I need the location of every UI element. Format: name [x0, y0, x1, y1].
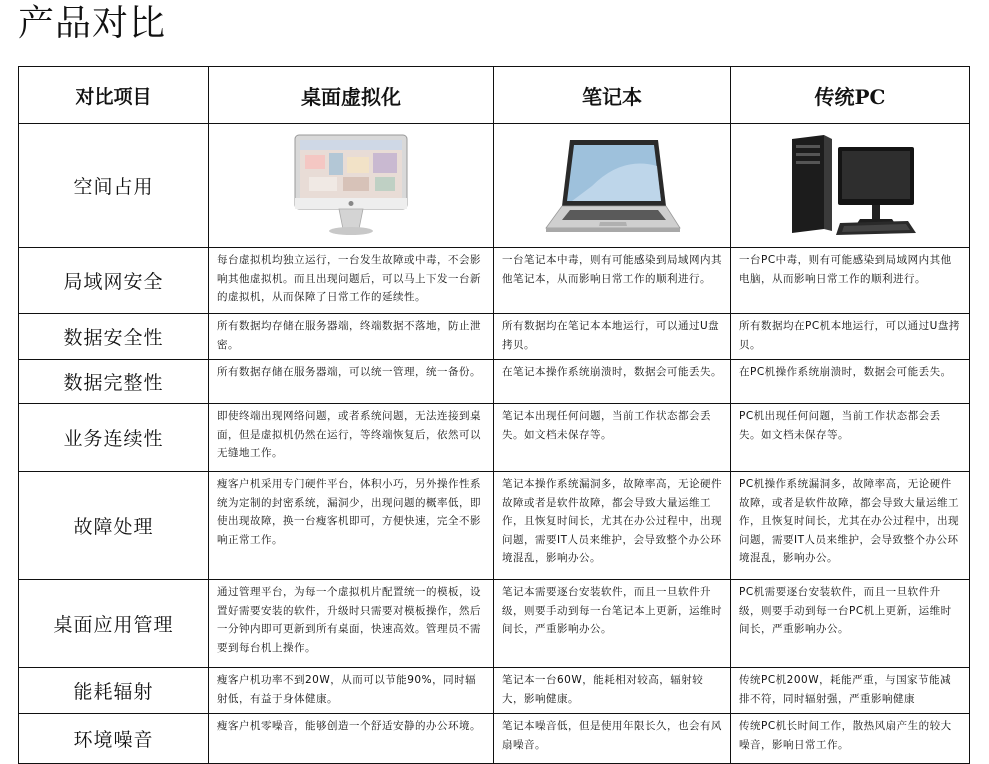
- cell-virtual-desktop: 所有数据存储在服务器端，可以统一管理，统一备份。: [209, 360, 494, 404]
- cell-laptop: 笔记本操作系统漏洞多，故障率高，无论硬件故障或者是软件故障，都会导致大量运维工作，且恢复时间长，尤其在办公过程中，出现问题，需要IT人员来维护，会导致整个办公环境混乱，影响办公。: [494, 472, 731, 580]
- cell-traditional-pc: 所有数据均在PC机本地运行，可以通过U盘拷贝。: [731, 314, 970, 360]
- row-label: 数据安全性: [19, 314, 209, 360]
- cell-traditional-pc: 一台PC中毒，则有可能感染到局域网内其他电脑，从而影响日常工作的顺利进行。: [731, 248, 970, 314]
- row-label: 业务连续性: [19, 404, 209, 472]
- virtual-desktop-image-cell: [209, 124, 494, 248]
- laptop-icon: [542, 136, 682, 236]
- comparison-table: [18, 66, 970, 764]
- cell-traditional-pc: PC机出现任何问题，当前工作状态都会丢失。如文档未保存等。: [731, 404, 970, 472]
- cell-traditional-pc: 传统PC机200W，耗能严重，与国家节能减排不符，同时辐射强，严重影响健康: [731, 668, 970, 714]
- cell-laptop: 笔记本需要逐台安装软件，而且一旦软件升级，则要手动到每一台笔记本上更新，运维时间长，严重影响办公。: [494, 580, 731, 668]
- row-label: 故障处理: [19, 472, 209, 580]
- table-row: [19, 472, 970, 580]
- cell-traditional-pc: PC机需要逐台安装软件，而且一旦软件升级，则要手动到每一台PC机上更新，运维时间长，严重影响办公。: [731, 580, 970, 668]
- table-row: [19, 124, 970, 248]
- header-virtual-desktop: 桌面虚拟化: [209, 67, 494, 124]
- header-compare-item: 对比项目: [19, 67, 209, 124]
- cell-traditional-pc: 在PC机操作系统崩溃时，数据会可能丢失。: [731, 360, 970, 404]
- page-title: 产品对比: [18, 3, 167, 44]
- cell-virtual-desktop: 每台虚拟机均独立运行，一台发生故障或中毒，不会影响其他虚拟机。而且出现问题后，可以马上下发一台新的虚拟机，从而保障了日常工作的延续性。: [209, 248, 494, 314]
- desktop-pc-icon: [780, 133, 920, 238]
- header-laptop: 笔记本: [494, 67, 731, 124]
- table-row: [19, 714, 970, 764]
- monitor-icon: [291, 131, 411, 241]
- row-label: 数据完整性: [19, 360, 209, 404]
- cell-laptop: 所有数据均在笔记本本地运行，可以通过U盘拷贝。: [494, 314, 731, 360]
- cell-virtual-desktop: 瘦客户机功率不到20W，从而可以节能90%，同时辐射低，有益于身体健康。: [209, 668, 494, 714]
- table-row: [19, 580, 970, 668]
- cell-virtual-desktop: 所有数据均存储在服务器端，终端数据不落地，防止泄密。: [209, 314, 494, 360]
- cell-virtual-desktop: 即使终端出现网络问题，或者系统问题，无法连接到桌面，但是虚拟机仍然在运行，等终端恢复后，依然可以无缝地工作。: [209, 404, 494, 472]
- table-row: [19, 248, 970, 314]
- row-label: 桌面应用管理: [19, 580, 209, 668]
- laptop-image-cell: [494, 124, 731, 248]
- row-label: 空间占用: [19, 124, 209, 248]
- cell-virtual-desktop: 通过管理平台，为每一个虚拟机片配置统一的模板，设置好需要安装的软件，升级时只需要对模板操作，然后一分钟内即可更新到所有桌面，快速高效。管理员不需要到每台机上操作。: [209, 580, 494, 668]
- cell-virtual-desktop: 瘦客户机零噪音，能够创造一个舒适安静的办公环境。: [209, 714, 494, 764]
- cell-laptop: 笔记本出现任何问题，当前工作状态都会丢失。如文档未保存等。: [494, 404, 731, 472]
- cell-laptop: 在笔记本操作系统崩溃时，数据会可能丢失。: [494, 360, 731, 404]
- cell-traditional-pc: 传统PC机长时间工作，散热风扇产生的较大噪音，影响日常工作。: [731, 714, 970, 764]
- table-header-row: [19, 67, 970, 124]
- table-row: [19, 314, 970, 360]
- cell-laptop: 笔记本噪音低，但是使用年限长久，也会有风扇噪音。: [494, 714, 731, 764]
- cell-laptop: 一台笔记本中毒，则有可能感染到局域网内其他笔记本，从而影响日常工作的顺利进行。: [494, 248, 731, 314]
- table-row: [19, 404, 970, 472]
- header-traditional-pc: 传统PC: [731, 67, 970, 124]
- row-label: 局域网安全: [19, 248, 209, 314]
- row-label: 能耗辐射: [19, 668, 209, 714]
- row-label: 环境噪音: [19, 714, 209, 764]
- pc-image-cell: [731, 124, 970, 248]
- cell-traditional-pc: PC机操作系统漏洞多，故障率高，无论硬件故障，或者是软件故障，都会导致大量运维工作，且恢复时间长，尤其在办公过程中，出现问题，需要IT人员来维护，会导致整个办公环境混乱，影响办公。: [731, 472, 970, 580]
- table-row: [19, 668, 970, 714]
- table-row: [19, 360, 970, 404]
- cell-laptop: 笔记本一台60W，能耗相对较高，辐射较大，影响健康。: [494, 668, 731, 714]
- cell-virtual-desktop: 瘦客户机采用专门硬件平台，体积小巧，另外操作性系统为定制的封密系统，漏洞少，出现问题的概率低，即使出现故障，换一台瘦客机即可，方便快速，完全不影响正常工作。: [209, 472, 494, 580]
